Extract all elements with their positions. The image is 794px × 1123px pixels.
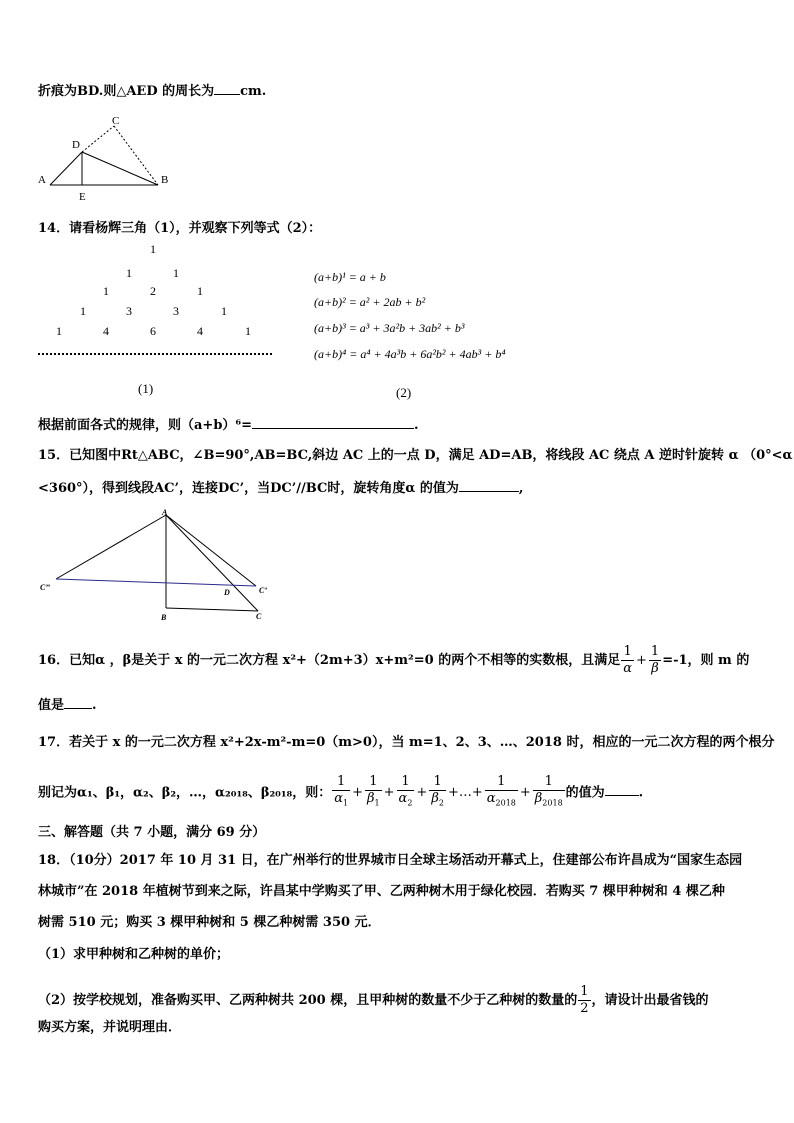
q18-line-3: 树需 510 元；购买 3 棵甲种树和 5 棵乙种树需 350 元． xyxy=(38,915,381,930)
pascal-cell: 6 xyxy=(150,324,156,338)
frac-numerator: 1 xyxy=(580,984,589,999)
fig15-segment-ac xyxy=(166,515,258,611)
frac-numerator: 1 xyxy=(621,644,634,661)
fig13-segment-cb xyxy=(114,126,158,185)
fig13-segment-dc xyxy=(82,126,114,152)
fig13-segment-db xyxy=(82,152,158,185)
frac-numerator: 1 xyxy=(332,774,350,791)
q16-answer-blank xyxy=(64,696,92,709)
q18-fraction-half xyxy=(578,984,590,1017)
q18-line-1: 18．（10分）2017 年 10 月 31 日，在广州举行的世界城市日全球主场活动开幕式上，住建部公布许昌成为“国家生态园 xyxy=(38,853,743,868)
q16-fraction-alpha xyxy=(621,644,634,677)
q14-heading: 14．请看杨辉三角（1），并观察下列等式（2）： xyxy=(38,221,322,236)
frac-denominator xyxy=(397,791,415,812)
pascal-cell: 1 xyxy=(126,266,132,280)
pascal-cell: 1 xyxy=(221,304,227,318)
fig15-label-d: D xyxy=(224,588,230,597)
q17-fraction xyxy=(533,774,565,812)
frac-denominator: 2 xyxy=(580,1001,589,1016)
q13-unit: cm. xyxy=(240,84,267,99)
frac-letter: β xyxy=(431,791,439,806)
fig13-label-e: E xyxy=(79,191,86,203)
frac-denominator xyxy=(485,791,518,812)
q17-line-1: 17．若关于 x 的一元二次方程 x²+2x-m²-m=0（m>0），当 m=1、2、3、…、2018 时，相应的一元二次方程的两个根分 xyxy=(38,735,775,750)
q17-line-2: 别记为α₁、β₁，α₂、β₂，…，α₂₀₁₈、β₂₀₁₈，则： $\frac{1}{\alpha_1}$ + $\frac{1}{\beta_1}$ + $\frac{1}{\alpha_2}$ + $\frac{1}{\beta_2}$ +…+ $\frac{1}{\alpha_{2018}}$ + $\frac{1}{\beta_{2018}}$ 的值为 . xyxy=(38,774,643,812)
frac-subscript: 2018 xyxy=(542,798,563,808)
fig15-label-c-prime: C’ xyxy=(259,586,267,595)
q15-answer-blank xyxy=(459,479,519,492)
fig15-segment-bc xyxy=(166,608,258,611)
fig15-segment-ac2 xyxy=(56,515,166,579)
frac-subscript: 2 xyxy=(407,798,413,808)
pascal-cell: 1 xyxy=(245,324,251,338)
q17-period: . xyxy=(638,785,644,801)
q16-period: . xyxy=(92,698,97,713)
q17-fraction xyxy=(332,774,350,812)
q16-fraction-beta xyxy=(649,644,661,677)
q14-question: 根据前面各式的规律，则（a+b）⁶= xyxy=(38,418,252,433)
frac-letter: β xyxy=(367,791,375,806)
frac-numerator: 1 xyxy=(533,774,565,791)
frac-letter: α xyxy=(486,791,496,806)
plus-sign: + xyxy=(636,653,647,668)
q15-text-2: <360°），得到线段AC’，连接DC’，当DC’//BC时，旋转角度α 的值为 xyxy=(38,481,459,496)
q13-text: 折痕为BD.则△AED 的周长为 xyxy=(38,84,215,99)
q17-fraction xyxy=(397,774,415,812)
q18-sub-2-text: （2）按学校规划，准备购买甲、乙两种树共 200 棵，且甲种树的数量不少于乙种树的数量的 xyxy=(38,993,578,1008)
pascal-dotted-line xyxy=(38,353,272,355)
pascal-cell: 1 xyxy=(80,304,86,318)
q13-answer-blank xyxy=(214,82,240,95)
frac-subscript: 2018 xyxy=(495,798,516,808)
fig15-label-a: A xyxy=(162,508,168,517)
pascal-cell: 1 xyxy=(56,324,62,338)
frac-numerator: 1 xyxy=(485,774,518,791)
frac-subscript: 2 xyxy=(438,798,444,808)
frac-numerator: 1 xyxy=(650,644,660,659)
section-3-heading: 三、解答题（共 7 小题，满分 69 分） xyxy=(38,825,266,840)
fig15-label-b: B xyxy=(161,613,167,622)
q18-sub-2-text-b: ，请设计出最省钱的 xyxy=(591,993,709,1008)
frac-denominator xyxy=(332,791,350,812)
q18-sub-2-line xyxy=(38,984,709,1017)
caption-2: (2) xyxy=(396,385,412,400)
pascal-cell: 3 xyxy=(173,304,179,318)
ellipsis-plus: +…+ xyxy=(447,785,483,801)
frac-letter: α xyxy=(398,791,408,806)
q15-line-2 xyxy=(38,479,523,498)
q18-line-2: 林城市”在 2018 年植树节到来之际，许昌某中学购买了甲、乙两种树木用于绿化校园．若购买 7 棵甲种树和 4 棵乙种 xyxy=(38,884,725,899)
fig15-segment-ac1 xyxy=(166,515,256,586)
pascal-cell: 1 xyxy=(197,284,203,298)
frac-denominator: α xyxy=(623,661,632,676)
q18-sub-1: （1）求甲种树和乙种树的单价； xyxy=(38,947,230,962)
q16-text-1: 16．已知α ，β是关于 x 的一元二次方程 x²+（2m+3）x+m²=0 的两个不相等的实数根，且满足 xyxy=(38,653,621,668)
pascal-cell: 4 xyxy=(197,324,203,338)
q16-text-2: =-1，则 m 的 xyxy=(662,653,750,668)
q16-line-1 xyxy=(38,644,749,677)
q17-text-2: 别记为α₁、β₁，α₂、β₂，…，α₂₀₁₈、β₂₀₁₈，则： xyxy=(38,785,332,801)
fig13-label-c: C xyxy=(112,115,120,127)
fig15-label-c-double-prime: C’’ xyxy=(40,583,51,592)
pascal-cell: 1 xyxy=(173,266,179,280)
q16-text-3: 值是 xyxy=(38,698,65,713)
frac-denominator: β xyxy=(651,661,659,676)
q18-sub-2-line-2: 购买方案，并说明理由． xyxy=(38,1020,182,1035)
q14-question-line xyxy=(38,416,419,435)
q15-comma: , xyxy=(518,481,524,496)
q17-text-3: 的值为 xyxy=(565,785,605,801)
q15-line-1: 15．已知图中Rt△ABC，∠B=90°,AB=BC,斜边 AC 上的一点 D，满足 AD=AB，将线段 AC 绕点 A 逆时针旋转 α （0°<α xyxy=(38,448,793,463)
fig13-segment-ad xyxy=(50,152,82,185)
frac-numerator: 1 xyxy=(365,774,382,791)
q17-fraction xyxy=(485,774,518,812)
frac-letter: β xyxy=(534,791,543,806)
q17-fraction xyxy=(365,774,382,812)
frac-denominator xyxy=(365,791,382,812)
pascal-cell: 1 xyxy=(103,284,109,298)
q16-line-2 xyxy=(38,696,97,715)
frac-denominator xyxy=(533,791,565,812)
figure-15 xyxy=(36,508,296,626)
frac-numerator: 1 xyxy=(429,774,446,791)
caption-1: (1) xyxy=(138,381,154,396)
q17-answer-blank xyxy=(605,783,639,796)
fig13-label-a: A xyxy=(38,174,46,186)
pascal-cell: 2 xyxy=(150,284,156,298)
figure-13 xyxy=(30,112,180,204)
q14-answer-blank xyxy=(252,416,414,429)
equation-1: (a+b)¹ = a + b xyxy=(314,270,386,284)
fig15-segment-c2c1 xyxy=(56,579,256,586)
q14-period: . xyxy=(414,418,419,433)
frac-subscript: 1 xyxy=(343,798,349,808)
frac-numerator: 1 xyxy=(397,774,415,791)
equation-3: (a+b)³ = a³ + 3a²b + 3ab² + b³ xyxy=(314,321,465,335)
fig13-label-b: B xyxy=(161,174,169,186)
frac-letter: α xyxy=(334,791,344,806)
equation-2: (a+b)² = a² + 2ab + b² xyxy=(314,295,426,309)
fig15-label-c: C xyxy=(256,612,262,621)
q13-line xyxy=(38,82,266,101)
equation-4: (a+b)⁴ = a⁴ + 4a³b + 6a²b² + 4ab³ + b⁴ xyxy=(314,347,506,361)
fig13-label-d: D xyxy=(72,139,80,151)
frac-subscript: 1 xyxy=(374,798,380,808)
pascal-cell: 1 xyxy=(150,242,156,256)
pascal-cell: 3 xyxy=(126,304,132,318)
q17-fraction xyxy=(429,774,446,812)
pascal-cell: 4 xyxy=(103,324,109,338)
frac-denominator xyxy=(429,791,446,812)
